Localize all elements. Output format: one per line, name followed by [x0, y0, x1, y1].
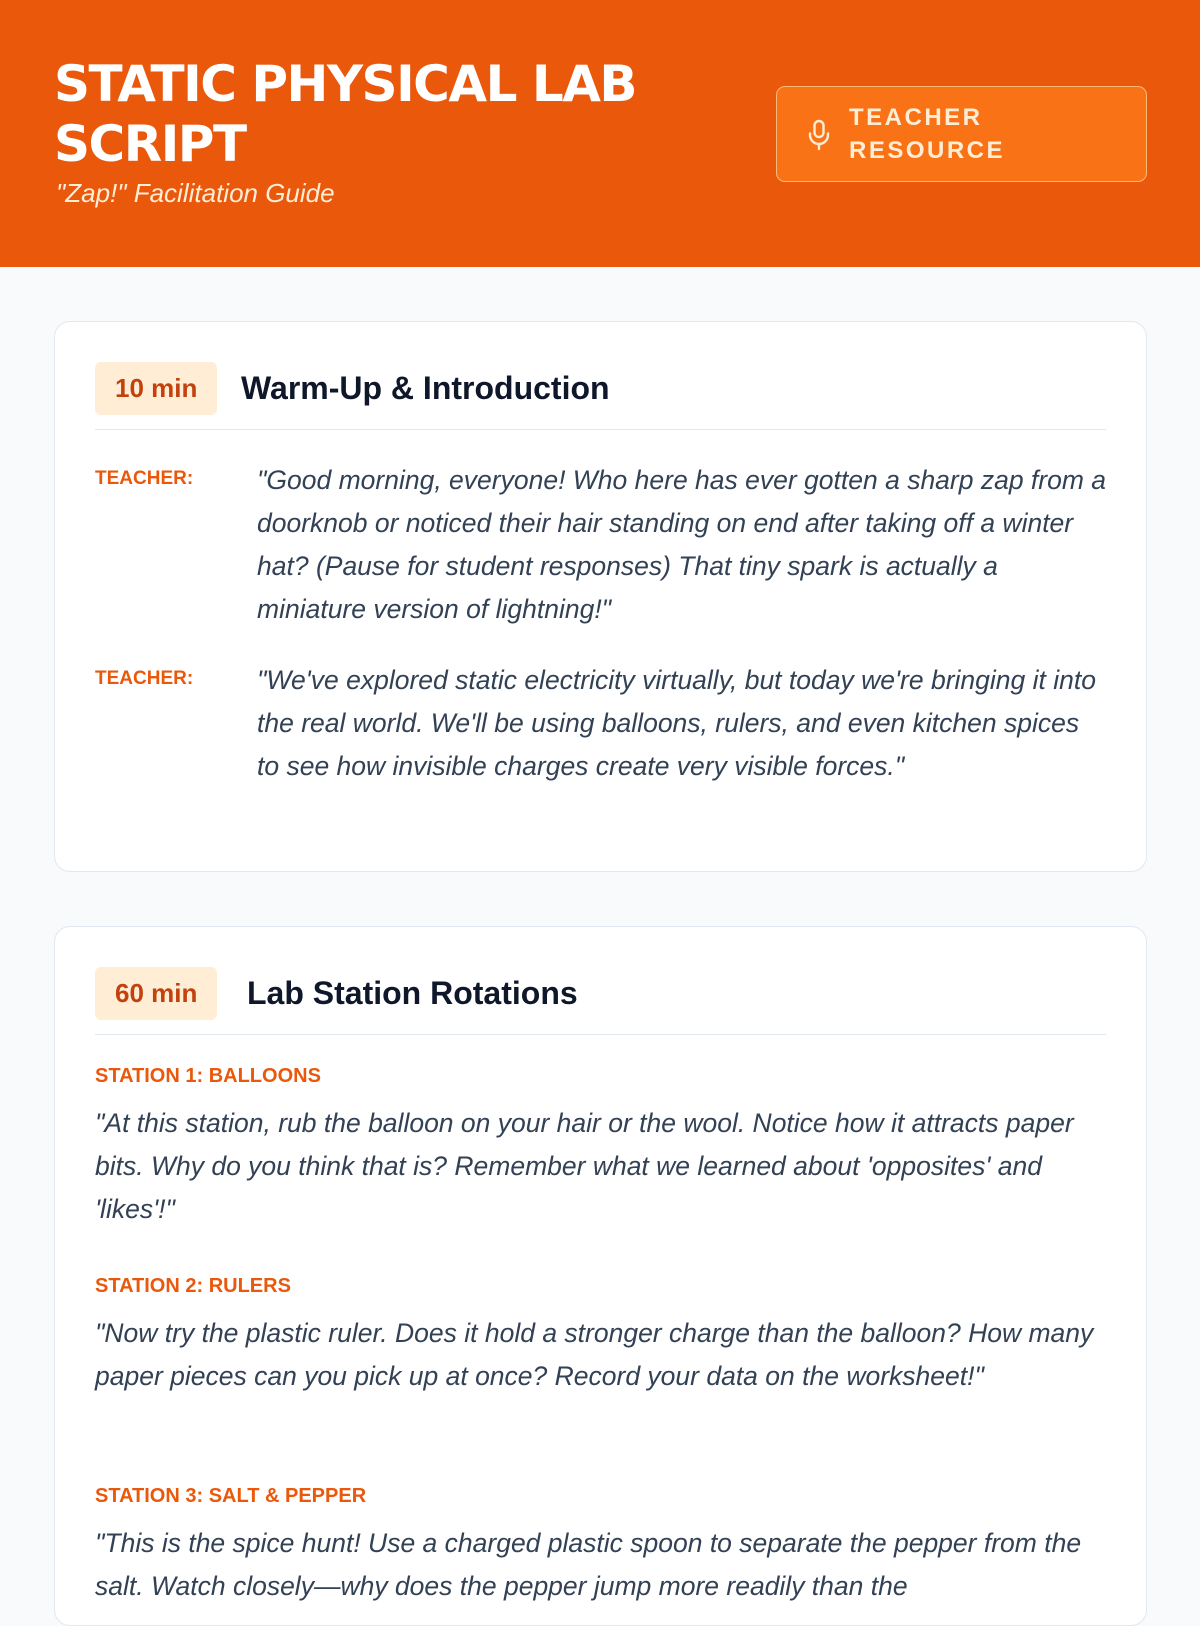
badge-label: TEACHER RESOURCE: [849, 104, 1006, 164]
microphone-icon: [807, 119, 831, 151]
teacher-resource-badge: [776, 86, 1147, 182]
section-card-lab-stations: [54, 926, 1147, 1626]
section-header: [95, 362, 1106, 430]
page-header: [0, 0, 1200, 267]
station-label: STATION 1: BALLOONS: [95, 1065, 321, 1087]
page-subtitle: "Zap!" Facilitation Guide: [56, 178, 335, 208]
section-card-warm-up: [54, 321, 1147, 872]
script-line: "We've explored static electricity virtually, but today we're bringing it into the real world. We'll be using balloons, rulers, and even kitchen spices to see how invisible charges create very visible forces.": [257, 665, 1096, 781]
script-line: "Good morning, everyone! Who here has ever gotten a sharp zap from a doorknob or noticed their hair standing on end after taking off a winter hat? (Pause for student responses) That tiny spark is actually a miniature version of lightning!": [257, 465, 1107, 624]
station-script: "Now try the plastic ruler. Does it hold a stronger charge than the balloon? How many paper pieces can you pick up at once? Record your data on the worksheet!": [95, 1318, 1094, 1391]
station-script: "At this station, rub the balloon on your hair or the wool. Notice how it attracts paper bits. Why do you think that is? Remember what we learned about 'opposites' and 'likes'!": [95, 1108, 1074, 1224]
section-title: Lab Station Rotations: [247, 975, 578, 1011]
speaker-label: TEACHER:: [95, 468, 194, 489]
page-title: STATIC PHYSICAL LAB SCRIPT: [54, 55, 636, 173]
station-script: "This is the spice hunt! Use a charged plastic spoon to separate the pepper from the salt. Watch closely—why does the pepper jump more readily than the: [95, 1528, 1082, 1601]
time-badge: 60 min: [95, 967, 217, 1020]
station-label: STATION 3: SALT & PEPPER: [95, 1485, 367, 1507]
speaker-label: TEACHER:: [95, 668, 194, 689]
station-label: STATION 2: RULERS: [95, 1275, 291, 1297]
section-header: [95, 967, 1106, 1035]
section-title: Warm-Up & Introduction: [241, 370, 610, 406]
time-badge: 10 min: [95, 362, 217, 415]
